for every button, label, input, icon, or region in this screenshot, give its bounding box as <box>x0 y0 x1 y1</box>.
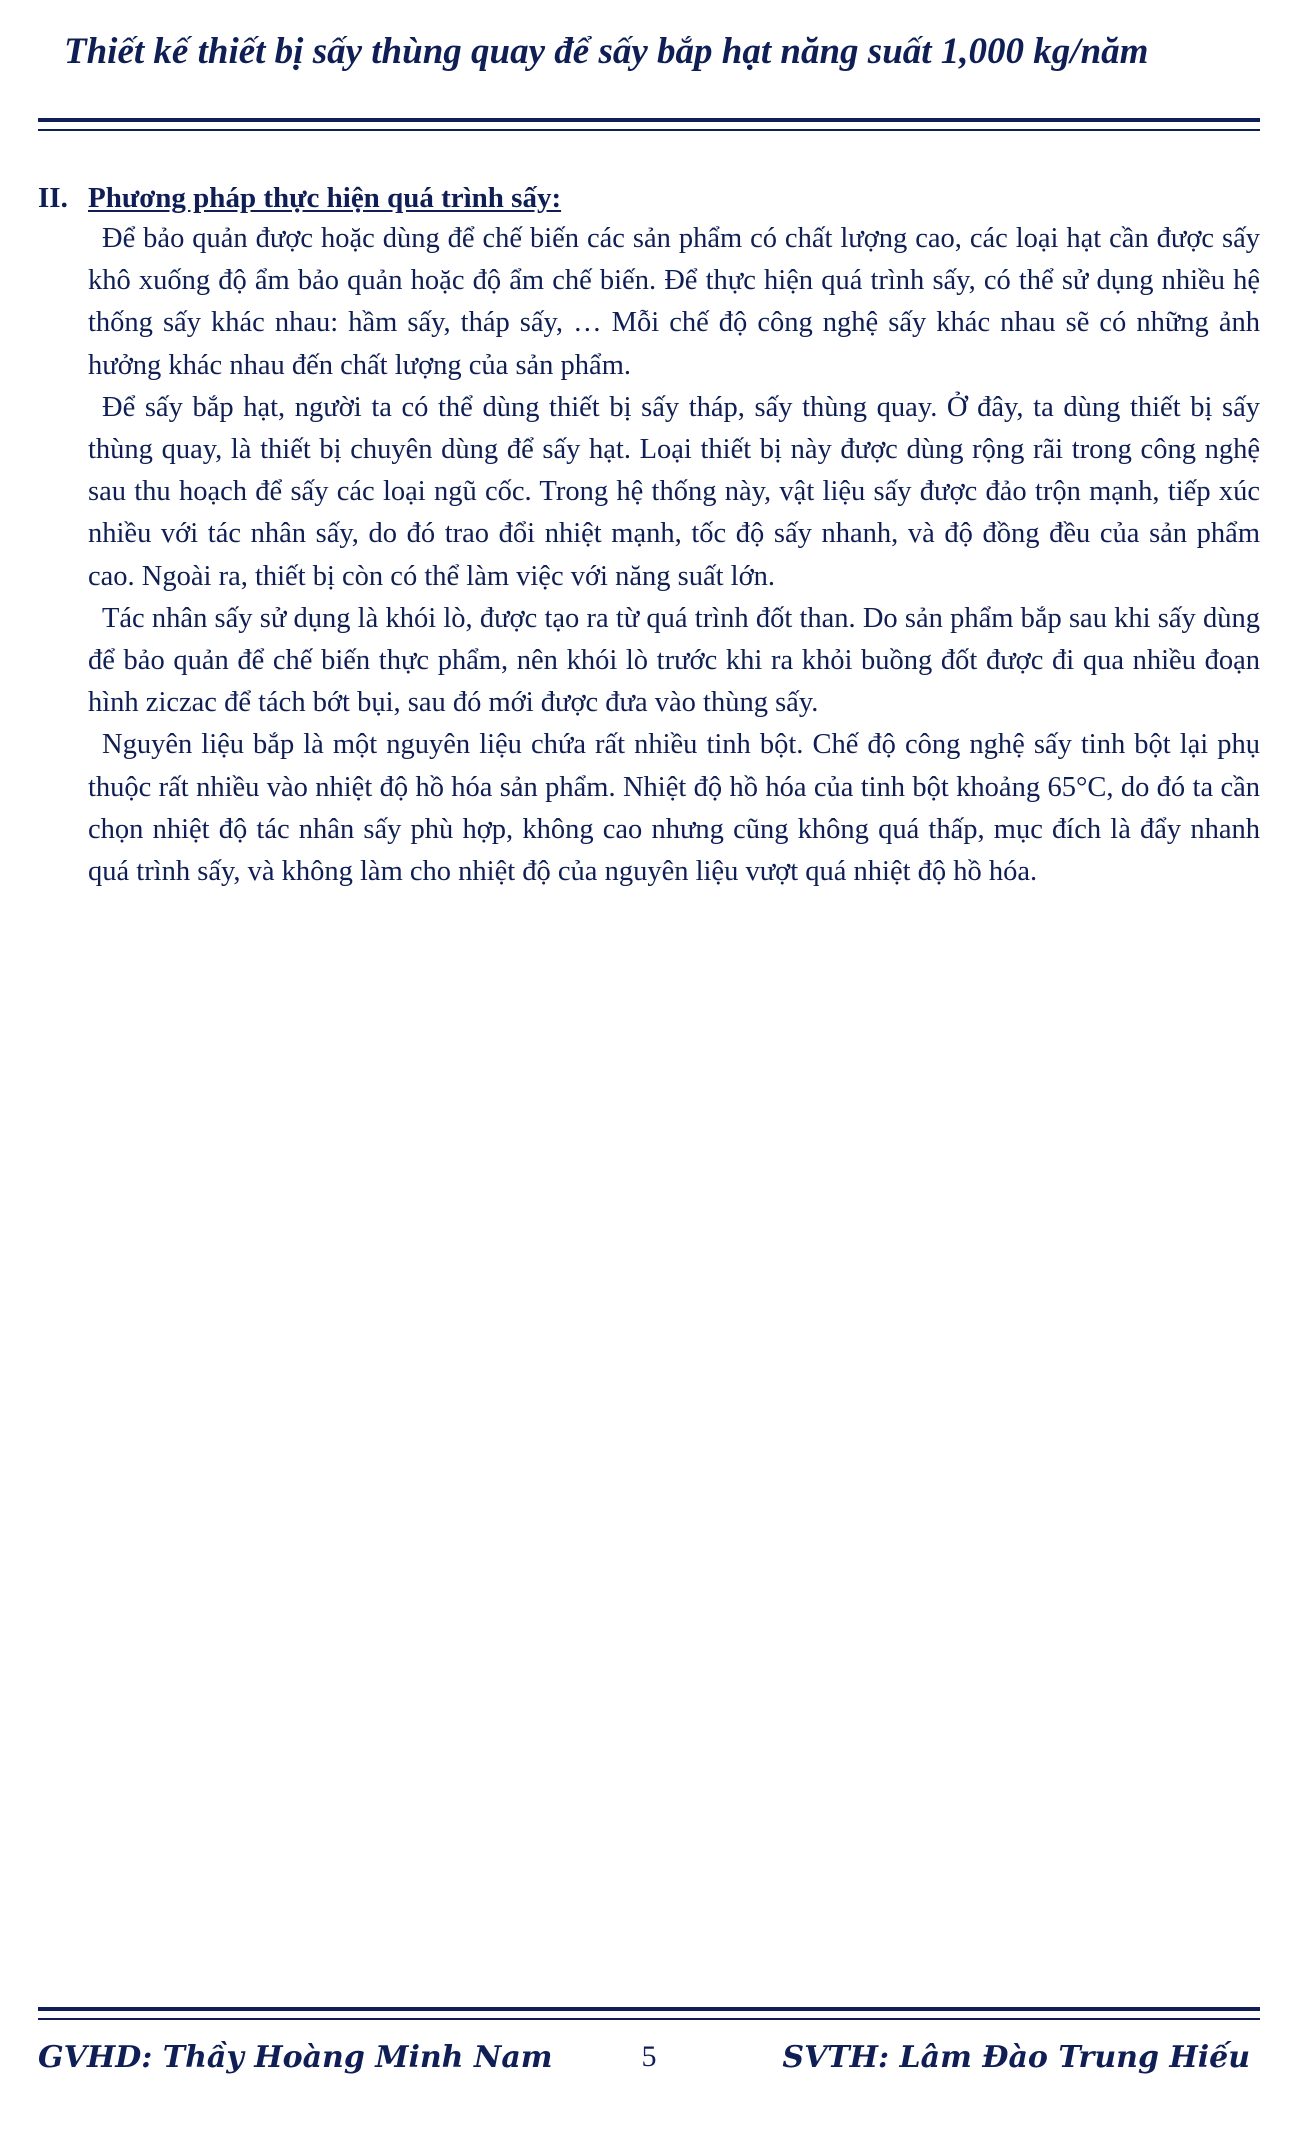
paragraph: Để bảo quản được hoặc dùng để chế biến các sản phẩm có chất lượng cao, các loại hạt cần được sấy khô xuống độ ẩm bảo quản hoặc độ ẩm chế biến. Để thực hiện quá trình sấy, có thể sử dụng nhiều hệ thống sấy khác nhau: hầm sấy, tháp sấy, … Mỗi chế độ công nghệ sấy khác nhau sẽ có những ảnh hưởng khác nhau đến chất lượng của sản phẩm. <box>88 223 1260 381</box>
section-title: Phương pháp thực hiện quá trình sấy: <box>88 182 562 214</box>
page-header-title: Thiết kế thiết bị sấy thùng quay để sấy bắp hạt năng suất 1,000 kg/năm <box>64 31 1149 72</box>
section-heading <box>38 178 1260 218</box>
header-divider <box>38 118 1260 131</box>
paragraph: Để sấy bắp hạt, người ta có thể dùng thiết bị sấy tháp, sấy thùng quay. Ở đây, ta dùng thiết bị sấy thùng quay, là thiết bị chuyên dùng để sấy hạt. Loại thiết bị này được dùng rộng rãi trong công nghệ sau thu hoạch để sấy các loại ngũ cốc. Trong hệ thống này, vật liệu sấy được đảo trộn mạnh, tiếp xúc nhiều với tác nhân sấy, do đó trao đổi nhiệt mạnh, tốc độ sấy nhanh, và độ đồng đều của sản phẩm cao. Ngoài ra, thiết bị còn có thể làm việc với năng suất lớn. <box>88 391 1260 592</box>
page-number: 5 <box>641 2040 657 2073</box>
footer-student: SVTH: Lâm Đào Trung Hiếu <box>782 2040 1250 2075</box>
footer-advisor: GVHD: Thầy Hoàng Minh Nam <box>38 2040 553 2075</box>
paragraph: Tác nhân sấy sử dụng là khói lò, được tạo ra từ quá trình đốt than. Do sản phẩm bắp sau khi sấy dùng để bảo quản để chế biến thực phẩm, nên khói lò trước khi ra khỏi buồng đốt được đi qua nhiều đoạn hình ziczac để tách bớt bụi, sau đó mới được đưa vào thùng sấy. <box>88 602 1260 719</box>
paragraph: Nguyên liệu bắp là một nguyên liệu chứa rất nhiều tinh bột. Chế độ công nghệ sấy tinh bột lại phụ thuộc rất nhiều vào nhiệt độ hồ hóa sản phẩm. Nhiệt độ hồ hóa của tinh bột khoảng 65°C, do đó ta cần chọn nhiệt độ tác nhân sấy phù hợp, không cao nhưng cũng không quá thấp, mục đích là đẩy nhanh quá trình sấy, và không làm cho nhiệt độ của nguyên liệu vượt quá nhiệt độ hồ hóa. <box>88 729 1260 888</box>
section-number: II. <box>38 182 68 214</box>
section-content <box>38 178 1260 893</box>
footer-divider <box>38 2007 1260 2020</box>
page-footer <box>38 2040 1260 2090</box>
section-body <box>88 218 1260 893</box>
